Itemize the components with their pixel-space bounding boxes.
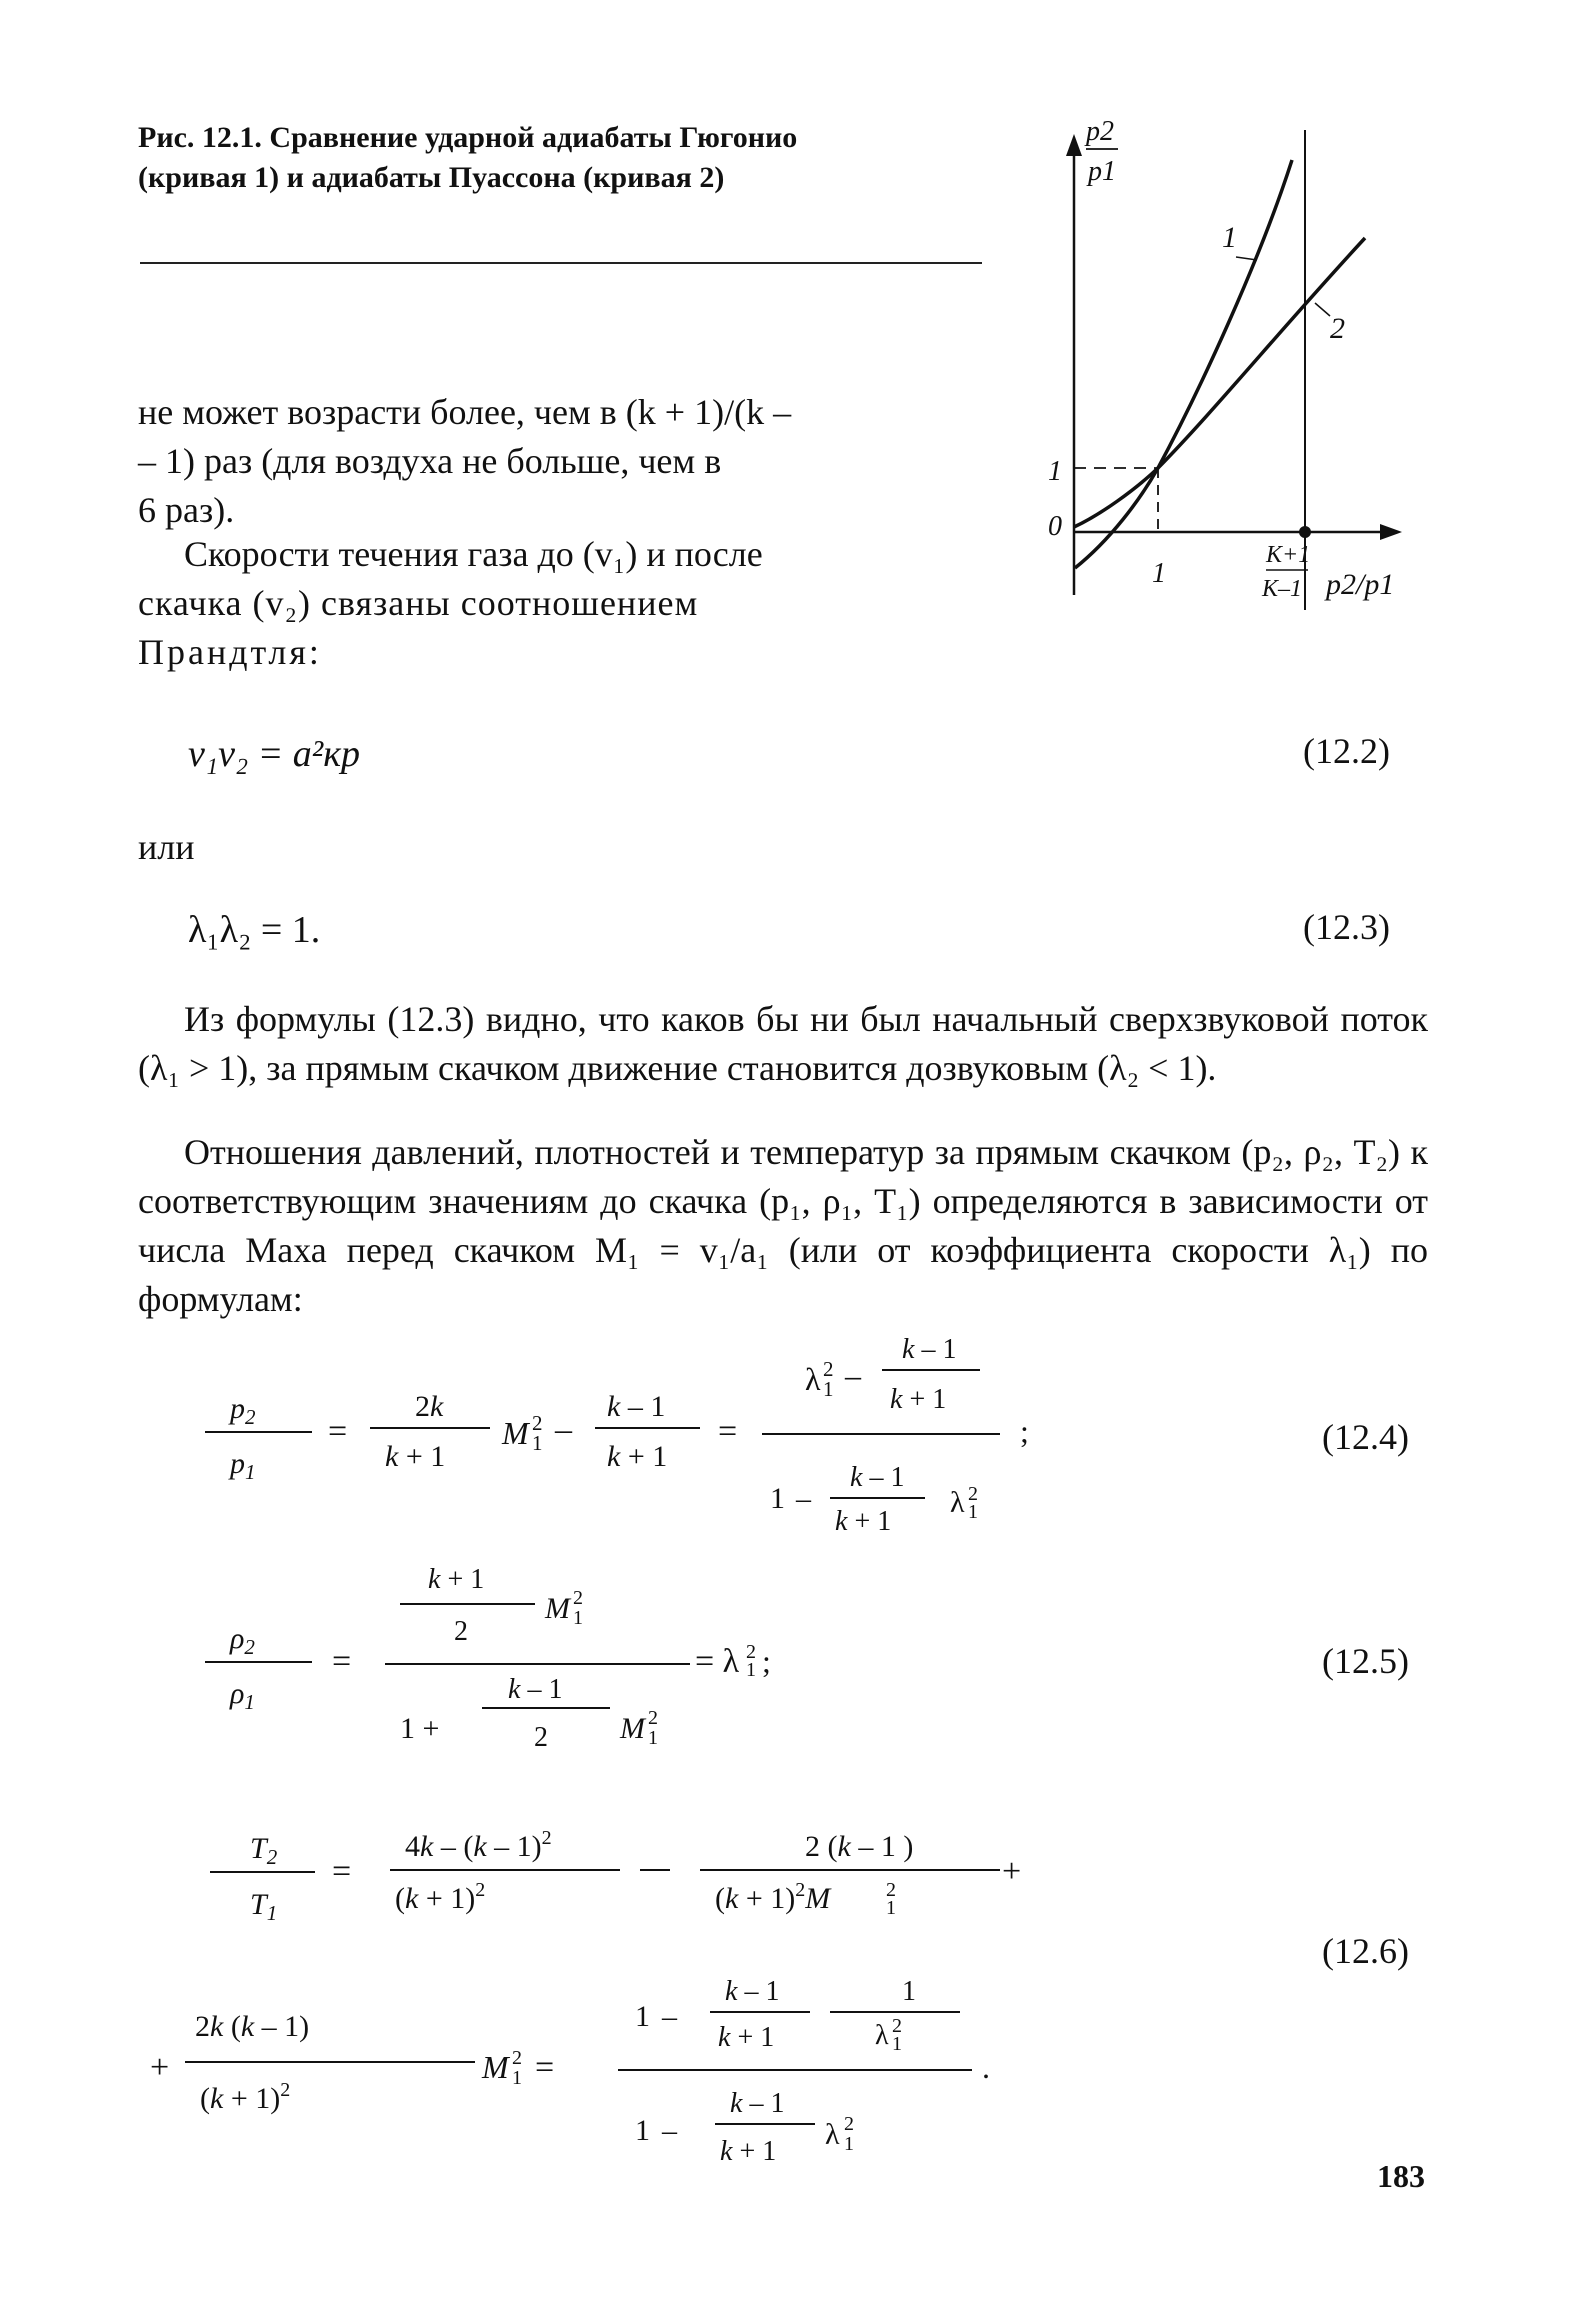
svg-text:4k – (k – 1)2: 4k – (k – 1)$^2$ [405, 1827, 552, 1863]
svg-text:1: 1 [635, 2114, 650, 2147]
paragraph-1-line-3: 6 раз). [138, 490, 235, 530]
svg-text:–: – [662, 2114, 677, 2147]
svg-text:k – 1: k – 1 [850, 1462, 905, 1493]
equation-number-12-2: (12.2) [1303, 731, 1390, 771]
svg-text:λ: λ [950, 1486, 965, 1519]
x-tick-1: 1 [1152, 558, 1166, 589]
svg-text:k – 1: k – 1 [730, 2088, 785, 2119]
x-tick-ratio-den: K–1 [1262, 576, 1303, 602]
svg-text:p1: $p_1$ [230, 1447, 256, 1484]
svg-text:;: ; [762, 1643, 771, 1679]
svg-text:–: – [845, 1357, 861, 1393]
curve-1-label: 1 [1222, 221, 1237, 254]
formula-12-6 [140, 1808, 1080, 2178]
svg-text:2: 2 [532, 1411, 543, 1435]
svg-text:k – 1: k – 1 [725, 1976, 780, 2007]
paragraph-3: Из формулы (12.3) видно, что каков бы ни был начальный сверхзвуковой поток (λ₁ > 1), за прямым скачком движение становится дозвуковым (λ₂ < 1). [138, 999, 1428, 1088]
svg-text:1: 1 [968, 1501, 978, 1523]
svg-text:k – 1: k – 1 [607, 1390, 666, 1423]
word-or: или [138, 827, 195, 867]
svg-text:k + 1: k + 1 [720, 2136, 777, 2167]
curve-2-leader [1315, 303, 1330, 316]
svg-text:λ: λ [805, 1361, 821, 1397]
svg-text:1: 1 [823, 1377, 834, 1401]
equation-number-12-3: (12.3) [1303, 907, 1390, 947]
page-number: 183 [1377, 2158, 1425, 2194]
svg-text:p2: $p_2$ [230, 1392, 256, 1429]
svg-text:1: 1 [892, 2033, 902, 2055]
svg-text:2: 2 [844, 2113, 854, 2135]
svg-text:k + 1: k + 1 [890, 1384, 947, 1415]
svg-text:1: 1 [902, 1976, 916, 2007]
svg-text:M: M [502, 1415, 529, 1451]
svg-text:=: = [332, 1853, 352, 1890]
svg-text:λ: λ [825, 2118, 840, 2151]
svg-text:–: – [796, 1482, 811, 1515]
svg-text:2: 2 [648, 1707, 658, 1729]
equation-12-3: λ₁λ₂ = 1. [188, 909, 321, 951]
svg-text:1 +: 1 + [400, 1712, 440, 1745]
svg-text:= λ: = λ [695, 1643, 740, 1680]
curve-2-poisson [1074, 238, 1365, 527]
equation-number-12-6: (12.6) [1322, 1931, 1409, 1971]
svg-text:2: 2 [892, 2015, 902, 2037]
curve-2-label: 2 [1330, 312, 1345, 345]
svg-text:1: 1 [770, 1482, 785, 1515]
y-axis-arrow [1066, 134, 1082, 156]
svg-text:k – 1: k – 1 [508, 1674, 563, 1705]
svg-text:ρ2: $\rho_2$ [230, 1622, 255, 1659]
caption-line-1: Рис. 12.1. Сравнение ударной адиабаты Гюгонио [138, 121, 798, 154]
svg-text:ρ1: $\rho_1$ [230, 1677, 255, 1714]
caption-divider [140, 262, 982, 264]
svg-text:k + 1: k + 1 [428, 1564, 485, 1595]
svg-text:(k + 1)2: $(k + 1)^2$ [395, 1879, 486, 1915]
svg-text:(k + 1)2: $(k + 1)^2$ [200, 2079, 291, 2115]
paragraph-2-line-2: скачка (v₂) связаны соотношением [138, 583, 699, 623]
y-axis-label-num: p2 [1086, 120, 1114, 147]
y-tick-0: 0 [1048, 511, 1062, 542]
svg-text:=: = [328, 1413, 348, 1450]
svg-text:2: 2 [823, 1357, 834, 1381]
paragraph-1-line-1: не может возрасти более, чем в (k + 1)/(k – [138, 392, 792, 432]
x-axis-arrow [1380, 524, 1402, 540]
svg-text:–: – [662, 2000, 677, 2033]
svg-text:k – 1: k – 1 [902, 1334, 957, 1365]
svg-text:2: 2 [746, 1641, 756, 1663]
svg-text:(k + 1)2M: $(k + 1)^2M$ [715, 1879, 831, 1915]
svg-text:2: 2 [534, 1722, 548, 1753]
svg-text:1: 1 [573, 1607, 583, 1629]
figure-12-1-chart [1040, 120, 1440, 630]
svg-text:M: M [545, 1592, 570, 1625]
figure-caption [138, 118, 978, 198]
svg-text:=: = [332, 1643, 352, 1680]
svg-text:1: 1 [648, 1727, 658, 1749]
svg-text:λ: λ [875, 2020, 889, 2051]
x-tick-ratio-num: K+1 [1266, 542, 1311, 568]
equation-number-12-5: (12.5) [1322, 1641, 1409, 1681]
paragraph-2-line-3: Прандтля: [138, 632, 322, 672]
svg-text:1: 1 [886, 1897, 896, 1919]
svg-text:+: + [150, 2049, 170, 2086]
svg-text:2: 2 [454, 1616, 468, 1647]
svg-text:2: 2 [512, 2047, 522, 2069]
svg-text:k + 1: k + 1 [385, 1440, 446, 1473]
equation-number-12-4: (12.4) [1322, 1417, 1409, 1457]
svg-text:;: ; [1020, 1413, 1029, 1449]
svg-text:M: M [620, 1712, 645, 1745]
paragraph-2 [138, 530, 946, 677]
y-axis-label-den: p1 [1088, 156, 1116, 187]
paragraph-1 [138, 388, 946, 535]
x-axis-label: p2/p1 [1326, 568, 1395, 601]
svg-text:2: 2 [968, 1483, 978, 1505]
svg-text:2: 2 [886, 1879, 896, 1901]
svg-text:1: 1 [844, 2133, 854, 2155]
svg-text:+: + [1002, 1853, 1022, 1890]
svg-text:1: 1 [532, 1431, 543, 1455]
paragraph-2-line-1: Скорости течения газа до (v₁) и после [184, 534, 763, 574]
svg-text:2k (k – 1): 2k (k – 1) [195, 2010, 310, 2043]
svg-text:k + 1: k + 1 [718, 2022, 775, 2053]
svg-text:1: 1 [746, 1659, 756, 1681]
svg-text:1: 1 [635, 2000, 650, 2033]
svg-text:2: 2 [573, 1587, 583, 1609]
caption-line-2: (кривая 1) и адиабаты Пуассона (кривая 2) [138, 161, 725, 194]
svg-text:–: – [555, 1411, 572, 1448]
svg-text:=: = [718, 1413, 738, 1450]
paragraph-1-line-2: – 1) раз (для воздуха не больше, чем в [138, 441, 722, 481]
svg-text:=: = [535, 2049, 555, 2086]
svg-text:M: M [482, 2049, 509, 2085]
svg-text:1: 1 [512, 2067, 522, 2089]
svg-text:2k: 2k [415, 1390, 444, 1423]
svg-text:2 (k – 1 ): 2 (k – 1 ) [805, 1830, 914, 1863]
svg-text:.: . [982, 2049, 990, 2085]
svg-text:k + 1: k + 1 [835, 1506, 892, 1537]
curve-1-leader [1236, 257, 1257, 260]
formula-12-4 [190, 1318, 1190, 1548]
svg-text:T1: $T_1$ [250, 1888, 278, 1925]
svg-text:T2: $T_2$ [250, 1832, 278, 1869]
formula-12-5 [190, 1548, 890, 1758]
paragraph-4: Отношения давлений, плотностей и температур за прямым скачком (p₂, ρ₂, T₂) к соответствующим значениям до скачка (p₁, ρ₁, T₁) определяются в зависимости от числа Маха перед скачком M₁ = v₁/a₁ (или от коэффициента скорости λ₁) по формулам: [138, 1132, 1428, 1319]
y-tick-1: 1 [1048, 456, 1062, 487]
svg-text:k + 1: k + 1 [607, 1440, 668, 1473]
asymptote-point [1299, 526, 1311, 538]
equation-12-2: v₁v₂ = a²кр [188, 733, 360, 775]
